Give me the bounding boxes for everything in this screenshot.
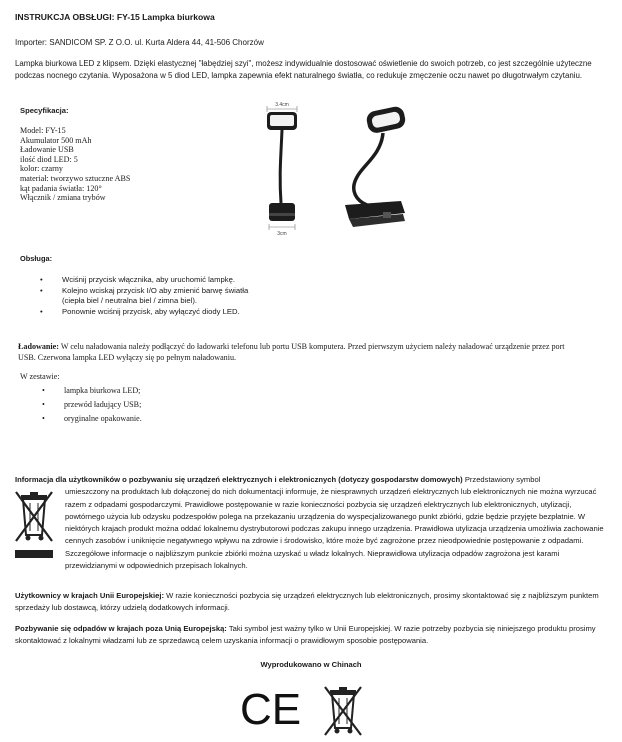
usage-heading: Obsługa: [20,254,53,263]
usage-list [40,275,255,317]
ce-mark-text: CE [240,686,302,730]
usage-item: • Ponownie wciśnij przycisk, aby wyłączyć diody LED. [40,307,255,318]
made-in-label: Wyprodukowano w Chinach [260,660,362,669]
spec-heading: Specyfikacja: [20,106,69,115]
non-eu-text: Taki symbol jest ważny tylko w Unii Europejskiej. W razie potrzeby pozbycia się niniejszego produktu prosimy skontaktować z lokalnymi władzami lub ze sprzedawcą celem uzyskania informacji o prawidłowym sposobie postępowania. [15,624,596,646]
spec-item: ilość diod LED: 5 [20,154,78,164]
spec-item: Model: FY-15 [20,126,66,135]
set-item: • lampka biurkowa LED; [42,384,142,398]
charging-text: W celu naładowania należy podłączyć do ładowarki telefonu lub portu USB komputera. Przed pierwszym użyciem należy naładować urządzenie przez port USB. Czerwona lampka LED wyłączy się po pełnym naładowaniu. [18,342,565,363]
charging-paragraph [18,341,573,364]
set-heading: W zestawie: [20,372,60,381]
spec-item: kolor: czarny [20,164,63,174]
usage-item: • Kolejno wciskaj przycisk I/O aby zmienić barwę światła (ciepła biel / neutralna biel / zimna biel). [40,286,255,307]
usage-item: • Wciśnij przycisk włącznika, aby uruchomić lampkę. [40,275,255,286]
spec-item: Ładowanie USB [20,145,74,155]
eu-users-paragraph [15,590,609,614]
dimension-top-label: 3.4cm [275,102,289,108]
dimension-bottom-label: 3cm [277,231,287,237]
weee-text-body: umieszczony na produktach lub dołączonej do nich dokumentacji informuje, że niesprawnych urządzeń elektrycznych lub elektronicznych nie można wyrzucać razem z odpadami gospodarczymi. Prawidłowe postępowanie w razie konieczności pozbycia się urządzeń elektrycznych lub elektronicznych, utylizacji, powtórnego użycia lub odzysku podzespołów polega na przekazaniu urządzenia do wyspecjalizowanego punkt zbiórki, gdzie będzie przyjęte bezpłatnie. W niektórych krajach produkt można oddać lokalnemu dystrybutorowi podczas zakupu innego urządzenia. Prawidłowa utylizacja urządzenia umożliwia zachowanie cennych zasobów i uniknięcie negatywnego wpływu na zdrowie i środowisko, które może być zagrożone przez nieodpowiednie postępowanie z odpadami. Szczegółowe informacje o najbliższym punkcie zbiórki można uzyskać u władz lokalnych. Nieprawidłowa utylizacja odpadów zagrożona jest karami przewidzianymi w odpowiednich przepisach lokalnych. [65,487,604,571]
spec-item: Włącznik / zmiana trybów [20,193,106,203]
eu-text: W razie konieczności pozbycia się urządzeń elektrycznych lub elektronicznych, prosimy skontaktować się z najbliższym punktem sprzedaży lub dostawcą, którzy udzielą dodatkowych informacji. [15,591,599,613]
non-eu-disposal-paragraph [15,623,609,647]
set-item: • oryginalne opakowanie. [42,412,142,426]
eu-heading: Użytkownicy w krajach Unii Europejskiej: [15,591,164,600]
importer-line: Importer: SANDICOM SP. Z O.O. ul. Kurta Aldera 44, 41-506 Chorzów [15,38,264,47]
lamp-front-view [267,102,297,237]
intro-paragraph: Lampka biurkowa LED z klipsem. Dzięki elastycznej "łabędziej szyi", możesz indywidualnie dostosować oświetlenie do swoich potrzeb, co jest szczególnie użyteczne podczas nocnego czytania. Wyposażona w 5 diod LED, lampka zapewnia efekt naturalnego światła, co redukuje zmęczenie oczu nawet po długotrwałym czytaniu. [15,59,592,81]
set-item: • przewód ładujący USB; [42,398,142,412]
non-eu-heading: Pozbywanie się odpadów w krajach poza Unią Europejską: [15,624,227,633]
spec-item: kąt padania światła: 120° [20,183,102,193]
crossed-bin-icon [321,684,365,738]
lamp-side-view [345,105,407,227]
weee-text-start: Przedstawiony symbol [462,475,541,484]
lamp-product-figure [245,95,425,245]
set-list [42,384,142,427]
document-title: INSTRUKCJA OBSŁUGI: FY-15 Lampka biurkowa [15,12,215,22]
weee-info-paragraph [15,474,609,572]
spec-item: materiał: tworzywo sztuczne ABS [20,173,131,183]
spec-item: Akumulator 500 mAh [20,135,92,145]
charging-label: Ładowanie: [18,342,59,351]
spec-list [20,126,130,203]
ce-mark-icon [240,686,312,730]
weee-heading: Informacja dla użytkowników o pozbywaniu się urządzeń elektrycznych i elektronicznych (dotyczy gospodarstw domowych) [15,475,463,484]
